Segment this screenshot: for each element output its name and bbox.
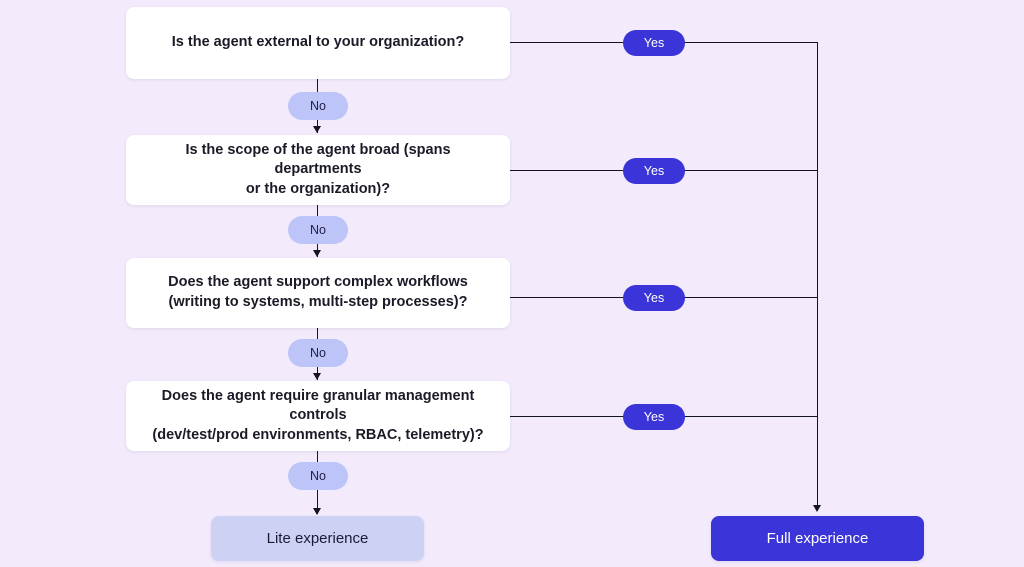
outcome-label: Full experience [766,530,869,547]
yes-pill-1 [623,30,685,56]
arrowhead-to-d4 [313,373,321,380]
no-pill-label: No [310,98,326,113]
decision-node-scope[interactable] [126,135,510,205]
outcome-full-experience[interactable] [711,516,924,561]
yes-pill-label: Yes [643,163,665,178]
decision-node-complex-workflows[interactable] [126,258,510,328]
arrowhead-to-full [813,505,821,512]
connector-d3-to-no [317,328,318,339]
connector-yes-trunk [817,42,818,510]
no-pill-label: No [310,468,326,483]
yes-pill-2 [623,158,685,184]
no-pill-label: No [310,222,326,237]
outcome-label: Lite experience [266,530,369,547]
decision-node-external[interactable] [126,7,510,79]
decision-text-line: or the organization)? [245,180,391,197]
arrowhead-to-d2 [313,126,321,133]
arrowhead-to-lite [313,508,321,515]
no-pill-2 [288,216,348,244]
decision-text-line: (dev/test/prod environments, RBAC, telemetry)? [152,426,484,443]
decision-text-line: Does the agent require granular management controls [161,387,475,424]
yes-pill-4 [623,404,685,430]
decision-node-granular-controls[interactable] [126,381,510,451]
no-pill-label: No [310,345,326,360]
connector-d1-to-no [317,79,318,92]
yes-pill-label: Yes [643,409,665,424]
no-pill-3 [288,339,348,367]
connector-d2-to-no [317,205,318,216]
no-pill-4 [288,462,348,490]
arrowhead-to-d3 [313,250,321,257]
no-pill-1 [288,92,348,120]
decision-text-line: Is the scope of the agent broad (spans departments [185,141,451,178]
yes-pill-label: Yes [643,290,665,305]
outcome-lite-experience[interactable] [211,516,424,561]
decision-text-line: Does the agent support complex workflows [168,274,468,291]
decision-text-line: (writing to systems, multi-step processes)? [168,294,468,310]
yes-pill-label: Yes [643,35,665,50]
yes-pill-3 [623,285,685,311]
decision-text-line: Is the agent external to your organization? [171,34,465,51]
connector-d4-to-no [317,451,318,462]
